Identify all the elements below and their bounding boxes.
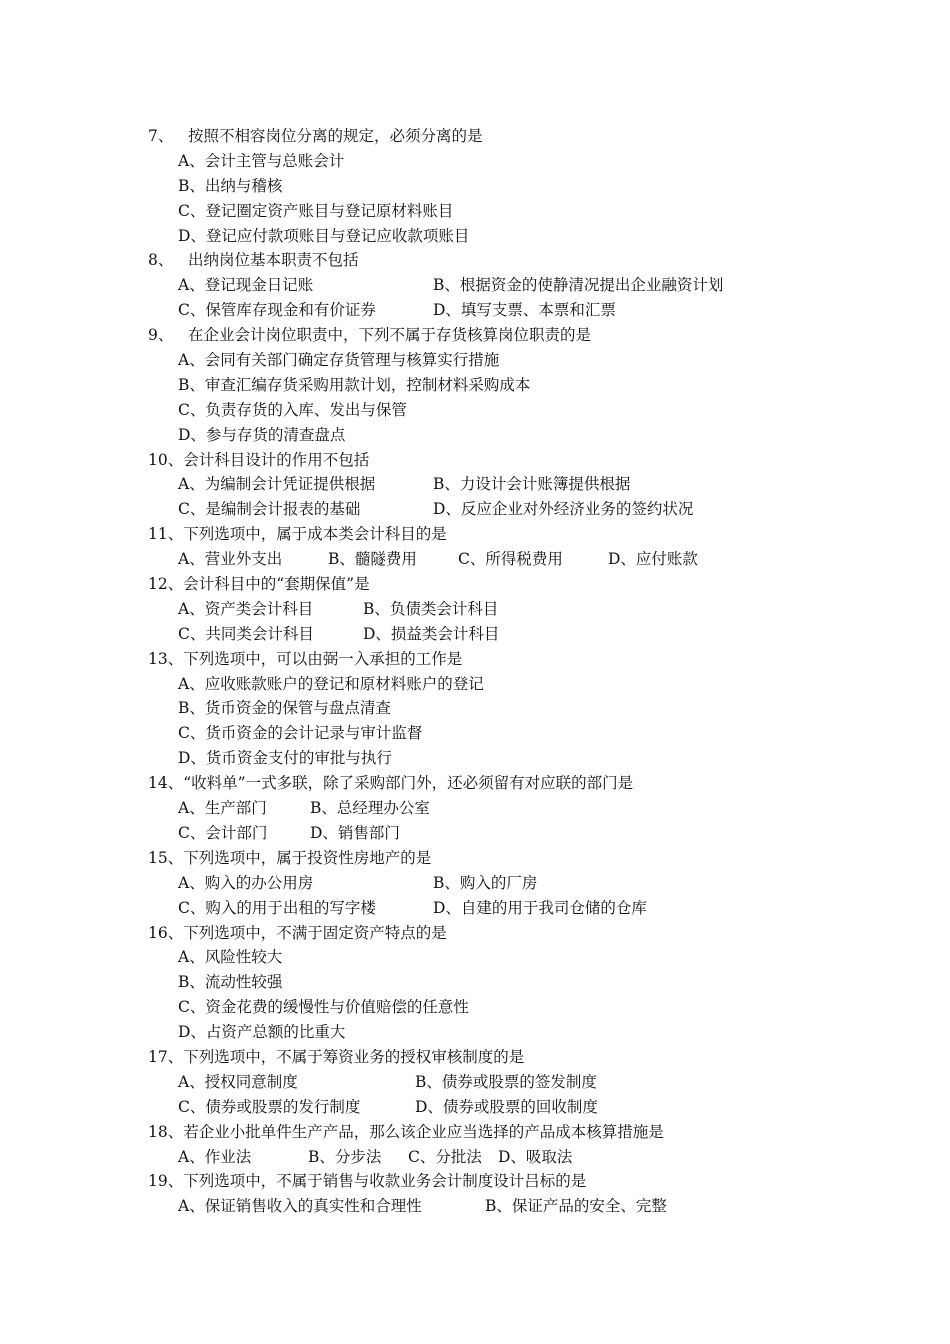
question-text: 下列选项中，不属于销售与收款业务会计制度设计吕标的是 bbox=[183, 1172, 587, 1191]
question-stem bbox=[148, 1120, 868, 1145]
answer-option: C、保管库存现金和有价证券 bbox=[178, 301, 376, 320]
question-stem bbox=[148, 846, 868, 871]
question-text: 若企业小批单件生产产品，那么该企业应当选择的产品成本核算措施是 bbox=[183, 1122, 664, 1141]
answer-option: D、反应企业对外经济业务的签约状况 bbox=[433, 500, 694, 519]
question-item bbox=[148, 647, 868, 771]
answer-option: B、流动性较强 bbox=[178, 973, 283, 992]
question-number: 17、 bbox=[148, 1047, 184, 1066]
question-number: 12、 bbox=[148, 575, 184, 594]
answer-option: A、作业法 bbox=[178, 1147, 252, 1166]
option-row bbox=[148, 1194, 868, 1219]
answer-option: B、根据资金的使静清况提出企业融资计划 bbox=[433, 276, 724, 295]
answer-option: C、分批法 bbox=[408, 1147, 482, 1166]
answer-option: C、负责存货的入库、发出与保管 bbox=[178, 400, 407, 419]
question-item bbox=[148, 124, 868, 248]
answer-option: D、损益类会计科目 bbox=[363, 624, 500, 643]
answer-option: B、分步法 bbox=[308, 1147, 382, 1166]
option-row bbox=[148, 298, 868, 323]
answer-option: A、为编制会计凭证提供根据 bbox=[178, 475, 376, 494]
option-row bbox=[148, 995, 868, 1020]
question-text: “收料单”一式多联，除了采购部门外，还必须留有对应联的部门是 bbox=[183, 774, 634, 793]
answer-option: A、资产类会计科目 bbox=[178, 599, 314, 618]
question-item bbox=[148, 522, 868, 572]
question-item bbox=[148, 1045, 868, 1120]
question-item bbox=[148, 846, 868, 921]
answer-option: B、负债类会计科目 bbox=[363, 599, 499, 618]
question-stem bbox=[148, 248, 868, 273]
answer-option: C、共同类会计科目 bbox=[178, 624, 314, 643]
answer-option: B、出纳与稽核 bbox=[178, 176, 283, 195]
question-stem bbox=[148, 1169, 868, 1194]
question-stem bbox=[148, 323, 868, 348]
answer-option: D、吸取法 bbox=[498, 1147, 573, 1166]
question-number: 13、 bbox=[148, 649, 184, 668]
question-text: 在企业会计岗位职责中，下列不属于存货核算岗位职责的是 bbox=[188, 326, 592, 345]
answer-option: A、生产部门 bbox=[178, 799, 267, 818]
option-row bbox=[148, 149, 868, 174]
option-row bbox=[148, 224, 868, 249]
question-number: 19、 bbox=[148, 1172, 184, 1191]
answer-option: C、是编制会计报表的基础 bbox=[178, 500, 361, 519]
option-row bbox=[148, 1145, 868, 1170]
question-text: 出纳岗位基本职责不包括 bbox=[188, 251, 359, 270]
answer-option: A、保证销售收入的真实性和合理性 bbox=[178, 1197, 422, 1216]
question-number: 9、 bbox=[148, 326, 174, 345]
answer-option: B、髓隧费用 bbox=[328, 550, 417, 569]
answer-option: D、登记应付款项账目与登记应收款项账目 bbox=[178, 226, 470, 245]
question-stem bbox=[148, 124, 868, 149]
answer-option: B、审查汇编存货采购用款计划，控制材料采购成本 bbox=[178, 375, 531, 394]
question-text: 会计科目中的“套期保值”是 bbox=[183, 575, 370, 594]
answer-option: D、货币资金支付的审批与执行 bbox=[178, 749, 392, 768]
question-item bbox=[148, 248, 868, 323]
question-number: 8、 bbox=[148, 251, 174, 270]
answer-option: C、货币资金的会计记录与审计监督 bbox=[178, 724, 423, 743]
option-row bbox=[148, 821, 868, 846]
answer-option: C、所得税费用 bbox=[458, 550, 563, 569]
answer-option: A、会同有关部门确定存货管理与核算实行措施 bbox=[178, 351, 500, 370]
question-stem bbox=[148, 572, 868, 597]
question-item bbox=[148, 448, 868, 523]
option-row bbox=[148, 472, 868, 497]
option-row bbox=[148, 398, 868, 423]
question-text: 按照不相容岗位分离的规定，必须分离的是 bbox=[188, 127, 483, 145]
answer-option: B、力设计会计账簿提供根据 bbox=[433, 475, 631, 494]
answer-option: B、总经理办公室 bbox=[310, 799, 430, 818]
question-number: 11、 bbox=[148, 525, 184, 544]
option-row bbox=[148, 597, 868, 622]
answer-option: A、购入的办公用房 bbox=[178, 873, 314, 892]
question-stem bbox=[148, 448, 868, 473]
option-row bbox=[148, 945, 868, 970]
question-number: 14、 bbox=[148, 774, 184, 793]
question-item bbox=[148, 1120, 868, 1170]
option-row bbox=[148, 622, 868, 647]
question-stem bbox=[148, 647, 868, 672]
answer-option: A、授权同意制度 bbox=[178, 1072, 298, 1091]
option-row bbox=[148, 348, 868, 373]
option-row bbox=[148, 796, 868, 821]
option-row bbox=[148, 423, 868, 448]
question-number: 10、 bbox=[148, 450, 184, 469]
answer-option: B、货币资金的保管与盘点清查 bbox=[178, 699, 391, 718]
answer-option: A、会计主管与总账会计 bbox=[178, 151, 345, 170]
question-item bbox=[148, 771, 868, 846]
question-text: 会计科目设计的作用不包括 bbox=[183, 450, 370, 469]
option-row bbox=[148, 199, 868, 224]
option-row bbox=[148, 1070, 868, 1095]
question-text: 下列选项中，属于投资性房地产的是 bbox=[183, 848, 432, 867]
answer-option: B、债券或股票的签发制度 bbox=[415, 1072, 597, 1091]
question-list bbox=[148, 124, 868, 1219]
answer-option: C、登记圈定资产账目与登记原材料账目 bbox=[178, 201, 454, 220]
option-row bbox=[148, 696, 868, 721]
question-text: 下列选项中，不属于筹资业务的授权审核制度的是 bbox=[183, 1047, 525, 1066]
question-text: 下列选项中，不满于固定资产特点的是 bbox=[183, 923, 447, 942]
question-number: 16、 bbox=[148, 923, 184, 942]
question-item bbox=[148, 921, 868, 1045]
question-item bbox=[148, 572, 868, 647]
answer-option: D、填写支票、本票和汇票 bbox=[433, 301, 616, 320]
answer-option: C、债券或股票的发行制度 bbox=[178, 1097, 361, 1116]
option-row bbox=[148, 1095, 868, 1120]
option-row bbox=[148, 721, 868, 746]
option-row bbox=[148, 871, 868, 896]
answer-option: A、风险性较大 bbox=[178, 948, 283, 967]
answer-option: D、自建的用于我司仓储的仓库 bbox=[433, 898, 647, 917]
option-row bbox=[148, 672, 868, 697]
option-row bbox=[148, 746, 868, 771]
answer-option: B、保证产品的安全、完整 bbox=[485, 1197, 667, 1216]
answer-option: C、资金花费的缓慢性与价值赔偿的任意性 bbox=[178, 998, 469, 1017]
option-row bbox=[148, 273, 868, 298]
answer-option: D、应付账款 bbox=[608, 550, 698, 569]
answer-option: A、营业外支出 bbox=[178, 550, 283, 569]
option-row bbox=[148, 373, 868, 398]
question-item bbox=[148, 1169, 868, 1219]
option-row bbox=[148, 896, 868, 921]
answer-option: D、债券或股票的回收制度 bbox=[415, 1097, 598, 1116]
question-text: 下列选项中，可以由弼一入承担的工作是 bbox=[183, 649, 463, 668]
option-row bbox=[148, 174, 868, 199]
question-stem bbox=[148, 771, 868, 796]
question-stem bbox=[148, 522, 868, 547]
question-stem bbox=[148, 1045, 868, 1070]
answer-option: B、购入的厂房 bbox=[433, 873, 538, 892]
option-row bbox=[148, 497, 868, 522]
option-row bbox=[148, 547, 868, 572]
answer-option: A、登记现金日记账 bbox=[178, 276, 314, 295]
option-row bbox=[148, 1020, 868, 1045]
option-row bbox=[148, 970, 868, 995]
answer-option: C、购入的用于出租的写字楼 bbox=[178, 898, 376, 917]
question-number: 15、 bbox=[148, 848, 184, 867]
answer-option: D、占资产总额的比重大 bbox=[178, 1023, 346, 1042]
question-text: 下列选项中，属于成本类会计科目的是 bbox=[183, 525, 447, 544]
question-number: 7、 bbox=[148, 127, 174, 145]
answer-option: D、参与存货的清查盘点 bbox=[178, 425, 346, 444]
question-number: 18、 bbox=[148, 1122, 184, 1141]
question-item bbox=[148, 323, 868, 447]
answer-option: D、销售部门 bbox=[310, 823, 400, 842]
answer-option: C、会计部门 bbox=[178, 823, 268, 842]
question-stem bbox=[148, 921, 868, 946]
answer-option: A、应收账款账户的登记和原材料账户的登记 bbox=[178, 674, 484, 693]
